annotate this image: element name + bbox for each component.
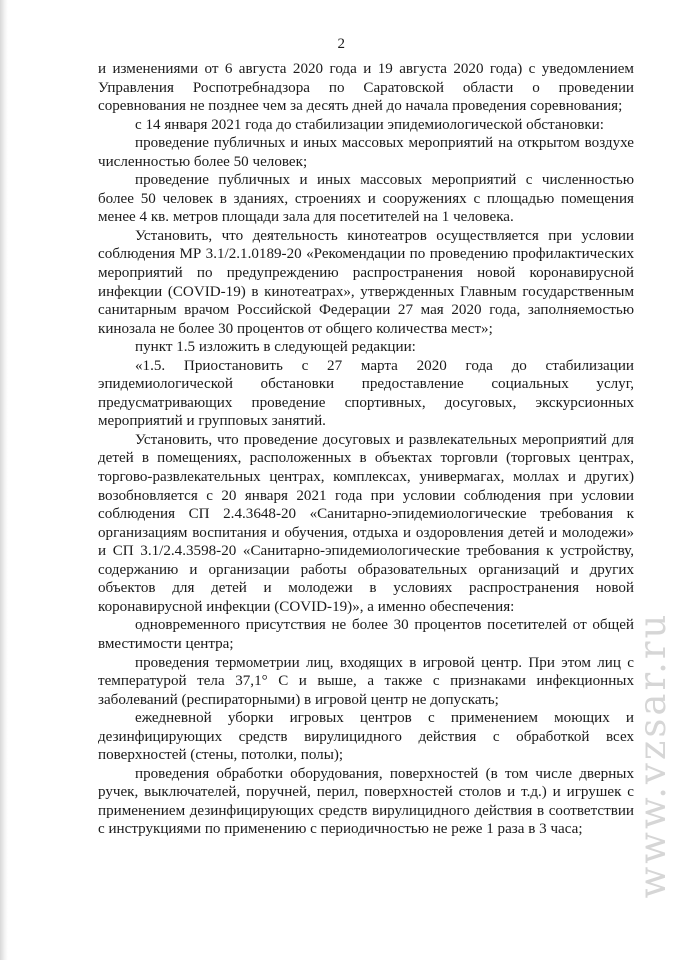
watermark-text: www.vzsar.ru	[631, 611, 674, 899]
paragraph-from-january-14: с 14 января 2021 года до стабилизации эпидемиологической обстановки:	[135, 116, 604, 133]
watermark	[631, 560, 674, 950]
paragraph-attendance-limit: одновременного присутствия не более 30 процентов посетителей от общей вместимости центра;	[98, 617, 634, 652]
paragraph-indoor-events: проведение публичных и иных массовых мероприятий с численностью более 50 человек в зданиях, строениях и сооружениях с площадью помещения менее 4 кв. метров площади зала для посетителей на 1 человека.	[98, 172, 634, 226]
page-number: 2	[337, 36, 346, 52]
paragraph-clause-1-5: «1.5. Приостановить с 27 марта 2020 года до стабилизации эпидемиологической обстановки предоставление социальных услуг, предусматривающих проведение спортивных, досуговых, экскурсионных мероприятий и групповых занятий.	[98, 357, 634, 430]
paragraph-continuation: и изменениями от 6 августа 2020 года и 19 августа 2020 года) с уведомлением Управления Роспотребнадзора по Саратовской области о проведении соревнования не позднее чем за десять дней до начала проведения соревнования;	[98, 61, 634, 115]
paragraph-daily-cleaning: ежедневной уборки игровых центров с применением моющих и дезинфицирующих средств вирулицидного действия с обработкой всех поверхностей (стены, потолки, полы);	[98, 710, 634, 764]
paragraph-clause-1-5-intro: пункт 1.5 изложить в следующей редакции:	[135, 339, 416, 356]
paragraph-equipment-treatment: проведения обработки оборудования, поверхностей (в том числе дверных ручек, выключателей, поручней, перил, поверхностей столов и т.д.) и игрушек с применением дезинфицирующих средств вирулицидного действия в соответствии с инструкциями по применению с периодичностью не реже 1 раза в 3 часа;	[98, 765, 634, 838]
scan-edge-shadow	[0, 0, 8, 960]
document-body	[98, 60, 634, 839]
paragraph-cinemas: Установить, что деятельность кинотеатров осуществляется при условии соблюдения МР 3.1/2.1.0189-20 «Рекомендации по проведению профилактических мероприятий по предупреждению распространения новой коронавирусной инфекции (COVID-19) в кинотеатрах», утвержденных Главным государственным санитарным врачом Российской Федерации 27 мая 2020 года, заполняемостью кинозала не более 30 процентов от общего количества мест»;	[98, 227, 634, 337]
paragraph-thermometry: проведения термометрии лиц, входящих в игровой центр. При этом лиц с температурой тела 37,1° С и выше, а также с признаками инфекционных заболеваний (респираторными) в игровой центр не допускать;	[98, 654, 634, 708]
paragraph-children-events: Установить, что проведение досуговых и развлекательных мероприятий для детей в помещениях, расположенных в объектах торговли (торговых центрах, торгово-развлекательных центрах, комплексах, универмагах, моллах и других) возобновляется с 20 января 2021 года при условии соблюдения при условии соблюдения СП 2.4.3648-20 «Санитарно-эпидемиологические требования к организациям воспитания и обучения, отдыха и оздоровления детей и молодежи» и СП 3.1/2.4.3598-20 «Санитарно-эпидемиологические требования к устройству, содержанию и организации работы образовательных организаций и других объектов для детей и молодежи в условиях распространения новой коронавирусной инфекции (COVID-19)», а именно обеспечения:	[98, 431, 634, 615]
paragraph-outdoor-events: проведение публичных и иных массовых мероприятий на открытом воздухе численностью более 50 человек;	[98, 135, 634, 170]
